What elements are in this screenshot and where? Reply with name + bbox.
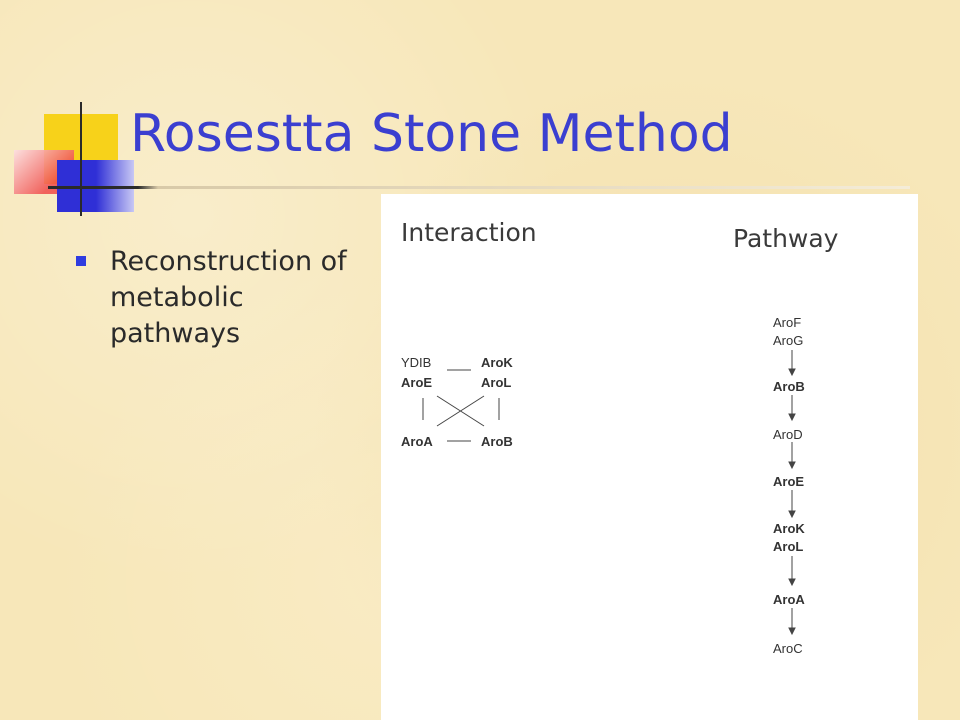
pathway-step: AroK xyxy=(773,521,805,536)
pathway-step: AroL xyxy=(773,539,804,554)
slide-title: Rosestta Stone Method xyxy=(130,104,733,164)
pathway-step: AroD xyxy=(773,427,803,442)
interaction-heading: Interaction xyxy=(401,218,537,247)
interaction-node: AroB xyxy=(481,434,513,449)
pathway-step: AroE xyxy=(773,474,805,489)
interaction-node: AroK xyxy=(481,355,513,370)
pathway-step: AroB xyxy=(773,379,805,394)
pathway-step: AroA xyxy=(773,592,805,607)
decorative-squares-logo xyxy=(0,0,140,230)
pathway-step: AroC xyxy=(773,641,803,656)
bullet-item: Reconstruction of metabolic pathways xyxy=(110,246,347,349)
interaction-node: AroA xyxy=(401,434,433,449)
interaction-node: AroL xyxy=(481,375,512,390)
figure-connectors xyxy=(381,194,918,720)
pathway-step: AroG xyxy=(773,333,804,348)
bullet-marker-icon xyxy=(76,256,86,266)
interaction-node: YDIB xyxy=(401,355,432,370)
pathway-step: AroF xyxy=(773,315,802,330)
pathway-figure xyxy=(381,194,918,720)
interaction-node: AroE xyxy=(401,375,433,390)
pathway-heading: Pathway xyxy=(733,224,839,253)
title-divider xyxy=(48,186,910,189)
